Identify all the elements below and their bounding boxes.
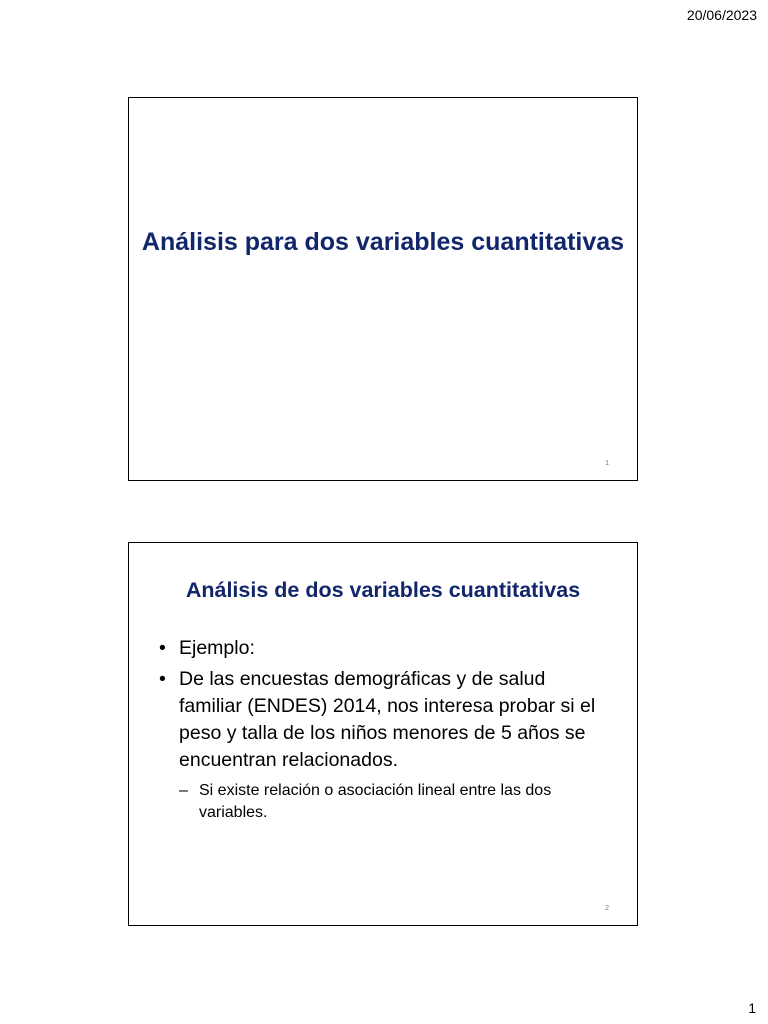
bullet-text: De las encuestas demográficas y de salud familiar (ENDES) 2014, nos interesa probar si el peso y talla de los niños menores de 5 años se encuentran relacionados. xyxy=(179,668,596,771)
bullet-dot-icon: • xyxy=(159,668,166,690)
page-date: 20/06/2023 xyxy=(686,7,757,23)
slide-2-bullet-list xyxy=(157,635,597,828)
slide-2 xyxy=(128,542,638,926)
slide-1-title-text: Análisis para dos variables cuantitativas xyxy=(141,228,625,256)
slide-1-title xyxy=(129,224,637,260)
slide-1-number: 1 xyxy=(605,460,609,467)
slide-2-number: 2 xyxy=(605,905,609,912)
slide-1 xyxy=(128,97,638,481)
sub-bullet-list xyxy=(179,780,597,824)
slide-2-title: Análisis de dos variables cuantitativas xyxy=(185,578,581,602)
sub-bullet-text: Si existe relación o asociación lineal entre las dos variables. xyxy=(199,782,552,821)
dash-icon: – xyxy=(179,782,188,799)
bullet-item xyxy=(157,666,597,824)
sub-bullet-item xyxy=(179,780,597,824)
bullet-item xyxy=(157,635,597,662)
page-number: 1 xyxy=(748,1000,756,1016)
bullet-dot-icon: • xyxy=(159,637,166,659)
bullet-text: Ejemplo: xyxy=(179,637,255,659)
